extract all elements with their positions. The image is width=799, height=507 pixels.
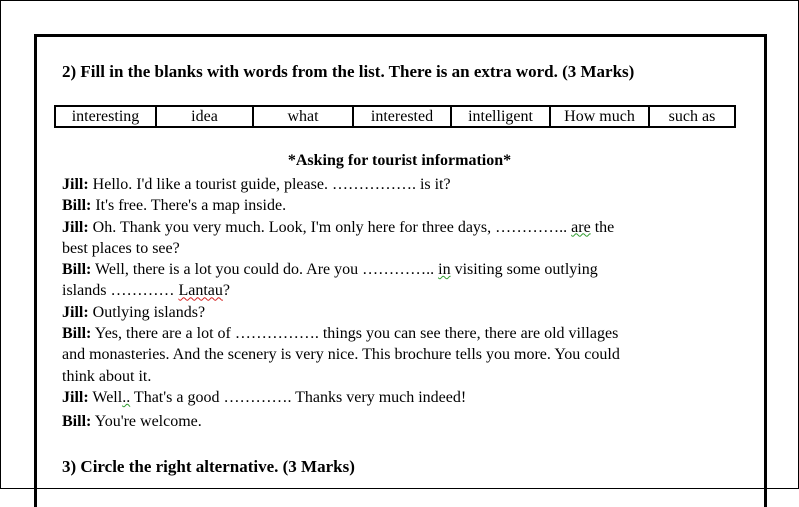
word-bank-cell: interesting (55, 106, 156, 127)
word-bank-cell: How much (550, 106, 649, 127)
line-text: best places to see? (62, 239, 180, 257)
dialogue-line (62, 366, 732, 387)
spelling-flagged-word: Lantau (178, 282, 223, 300)
speaker-label: Jill: (62, 388, 89, 406)
word-bank-cell: idea (156, 106, 253, 127)
dialogue-line (62, 217, 732, 238)
speaker-label: Bill: (62, 261, 92, 279)
grammar-flagged-word: .. (122, 388, 131, 406)
line-text: That's a good …………. Thanks very much indeed! (130, 388, 467, 406)
line-text: Yes, there are a lot of ……………. things you can see there, there are old villages (91, 325, 619, 343)
dialogue-line (62, 195, 732, 216)
speaker-label: Jill: (62, 303, 89, 321)
line-text: the (590, 218, 615, 236)
dialogue-title: *Asking for tourist information* (287, 152, 512, 169)
line-text: Hello. I'd like a tourist guide, please. ……………. is it? (88, 176, 451, 193)
line-text: visiting some outlying (450, 261, 598, 279)
speaker-label: Jill: (62, 176, 89, 193)
line-text: Oh. Thank you very much. Look, I'm only here for three days, ………….. (88, 218, 572, 236)
line-text: ? (222, 282, 230, 300)
speaker-label: Jill: (62, 218, 89, 236)
line-text: islands ………… (62, 282, 179, 300)
dialogue-line (62, 259, 732, 280)
word-bank-cell: such as (649, 106, 735, 127)
dialogue-line (62, 302, 732, 323)
line-text: Outlying islands? (88, 303, 206, 321)
line-text: It's free. There's a map inside. (91, 197, 287, 215)
grammar-flagged-word: are (571, 218, 591, 236)
line-text: You're welcome. (91, 413, 202, 431)
line-text: Well (88, 388, 123, 406)
dialogue-line (62, 174, 732, 195)
speaker-label: Bill: (62, 197, 92, 215)
speaker-label: Bill: (62, 325, 92, 343)
section-3-heading: 3) Circle the right alternative. (3 Marks) (62, 457, 355, 476)
word-bank-cell: what (253, 106, 353, 127)
line-text: think about it. (62, 367, 152, 385)
dialogue-line (62, 387, 732, 408)
dialogue-line (62, 238, 732, 259)
section-2-heading: 2) Fill in the blanks with words from the list. There is an extra word. (3 Marks) (62, 62, 635, 81)
word-bank-cell: interested (353, 106, 451, 127)
dialogue-line (62, 280, 732, 301)
line-text: and monasteries. And the scenery is very nice. This brochure tells you more. You could (62, 346, 620, 364)
grammar-flagged-word: in (438, 261, 451, 279)
dialogue-line (62, 344, 732, 365)
line-text: Well, there is a lot you could do. Are you ………….. (91, 261, 439, 279)
dialogue-line (62, 411, 732, 432)
word-bank-table (54, 105, 736, 128)
word-bank-cell: intelligent (451, 106, 550, 127)
speaker-label: Bill: (62, 413, 92, 431)
dialogue-body (62, 174, 732, 433)
dialogue-line (62, 323, 732, 344)
